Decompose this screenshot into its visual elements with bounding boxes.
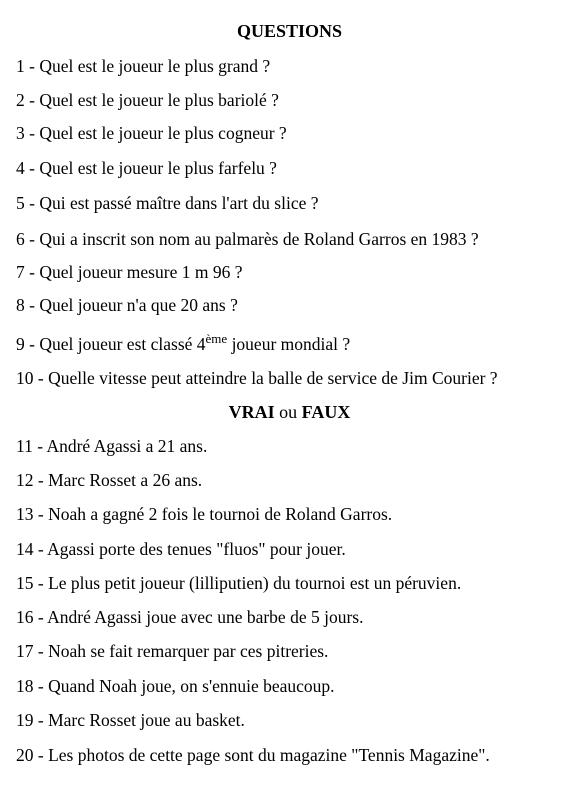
true-false-heading	[0, 401, 579, 423]
question-8: 8 - Quel joueur n'a que 20 ans ?	[16, 295, 238, 315]
question-7: 7 - Quel joueur mesure 1 m 96 ?	[16, 262, 243, 282]
false-label: FAUX	[301, 402, 351, 422]
statement-12: 12 - Marc Rosset a 26 ans.	[16, 470, 203, 490]
question-6: 6 - Qui a inscrit son nom au palmarès de Roland Garros en 1983 ?	[16, 229, 479, 249]
statement-14: 14 - Agassi porte des tenues "fluos" pour jouer.	[16, 539, 346, 559]
or-label: ou	[279, 402, 298, 422]
questions-heading	[0, 20, 579, 42]
question-3: 3 - Quel est le joueur le plus cogneur ?	[16, 123, 287, 143]
statement-15: 15 - Le plus petit joueur (lilliputien) du tournoi est un péruvien.	[16, 573, 462, 593]
question-10: 10 - Quelle vitesse peut atteindre la balle de service de Jim Courier ?	[16, 368, 498, 388]
statement-20: 20 - Les photos de cette page sont du magazine "Tennis Magazine".	[16, 745, 490, 765]
question-9-superscript: ème	[205, 331, 228, 346]
question-4: 4 - Quel est le joueur le plus farfelu ?	[16, 158, 277, 178]
question-9-text-end: joueur mondial ?	[227, 334, 351, 354]
question-5: 5 - Qui est passé maître dans l'art du slice ?	[16, 193, 319, 213]
question-1: 1 - Quel est le joueur le plus grand ?	[16, 56, 271, 76]
statement-13: 13 - Noah a gagné 2 fois le tournoi de Roland Garros.	[16, 504, 393, 524]
questions-heading-text: QUESTIONS	[236, 21, 343, 41]
statement-16: 16 - André Agassi joue avec une barbe de 5 jours.	[16, 607, 364, 627]
question-9	[16, 333, 350, 355]
statement-19: 19 - Marc Rosset joue au basket.	[16, 710, 245, 730]
true-label: VRAI	[228, 402, 275, 422]
question-2: 2 - Quel est le joueur le plus bariolé ?	[16, 90, 279, 110]
question-9-text-start: 9 - Quel joueur est classé 4	[16, 334, 206, 354]
statement-18: 18 - Quand Noah joue, on s'ennuie beaucoup.	[16, 676, 335, 696]
statement-11: 11 - André Agassi a 21 ans.	[16, 436, 208, 456]
statement-17: 17 - Noah se fait remarquer par ces pitreries.	[16, 641, 329, 661]
